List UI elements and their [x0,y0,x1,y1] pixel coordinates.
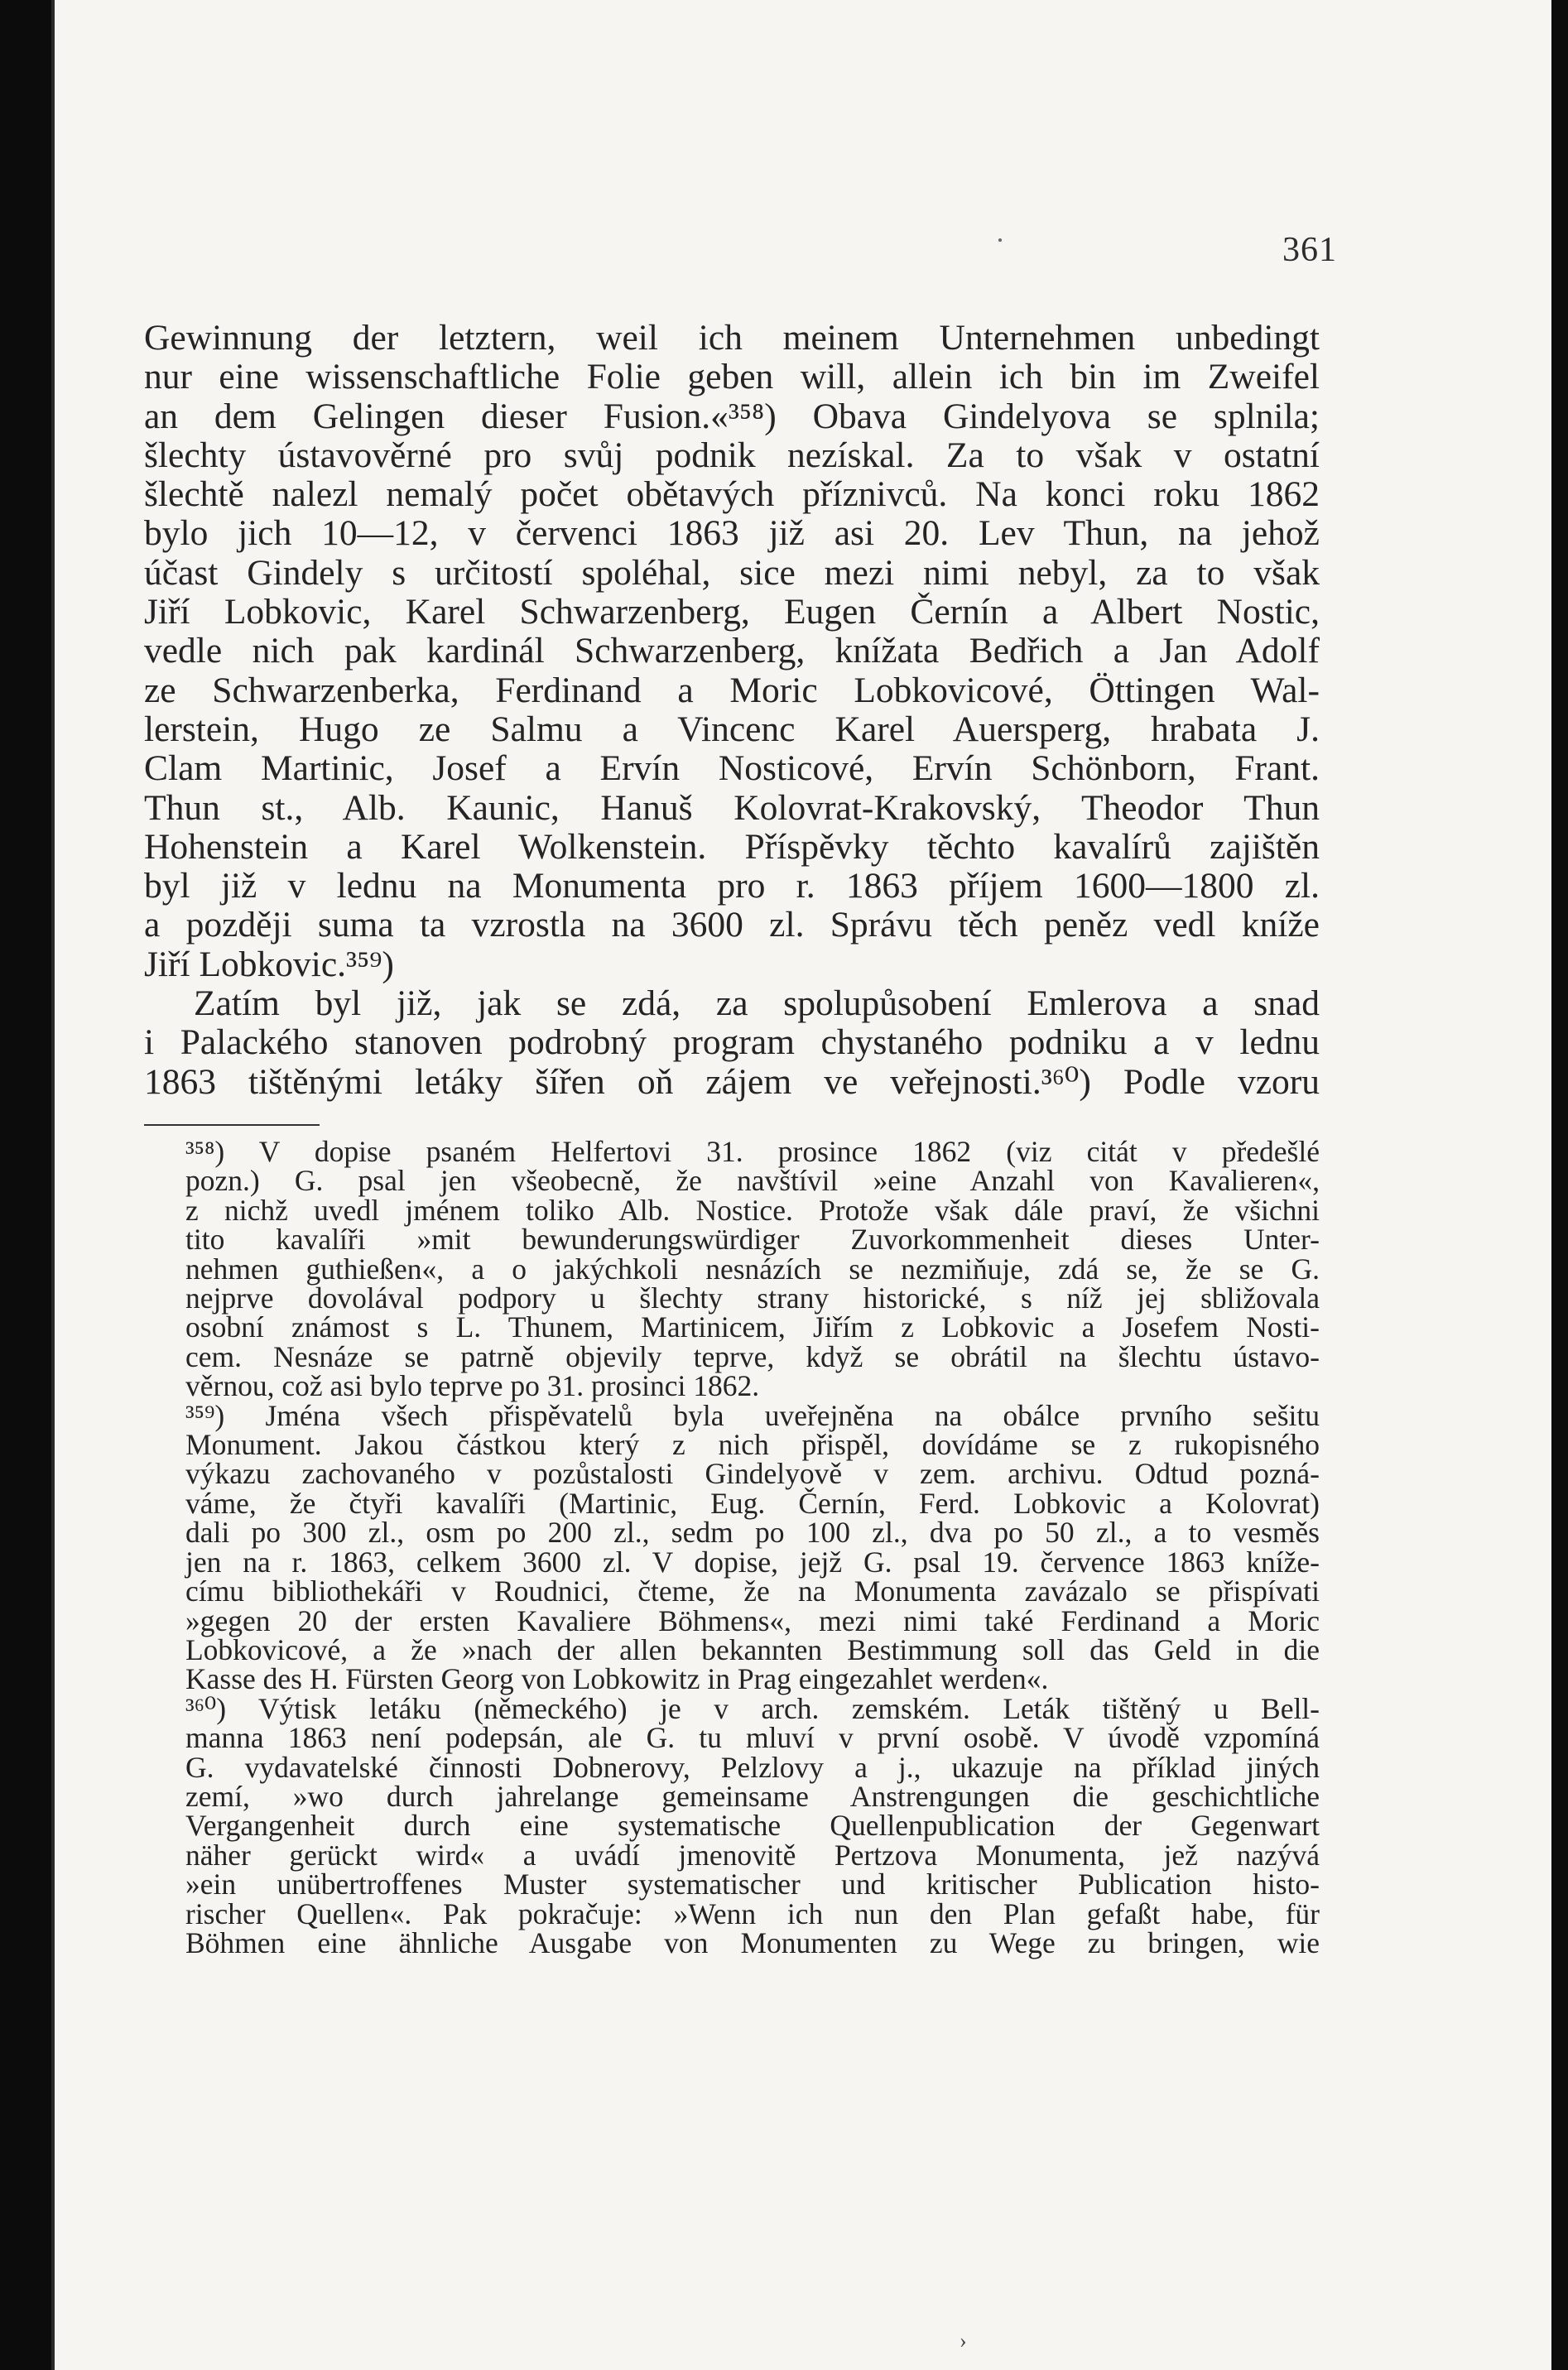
footnote-line: ³⁵⁸) V dopise psaném Helfertovi 31. prosince 1862 (viz citát v předešlé [185,1135,1320,1168]
footnote-line: tito kavalíři »mit bewunderungswürdiger Zuvorkommenheit dieses Unter- [185,1223,1320,1257]
footnote-358 [144,1137,1320,1401]
footnote-line: ³⁵⁹) Jména všech přispěvatelů byla uveřejněna na obálce prvního sešitu [185,1398,1320,1432]
text-line: Clam Martinic, Josef a Ervín Nosticové, Ervín Schönborn, Frant. [144,748,1320,789]
paragraph-1 [144,319,1320,984]
footnote-line: Vergangenheit durch eine systematische Quellenpublication der Gegenwart [185,1809,1320,1843]
footnotes [144,1137,1320,1958]
page-number: 361 [1282,231,1337,269]
footnote-line: G. vydavatelské činnosti Dobnerovy, Pelzlovy a j., ukazuje na příklad jiných [185,1750,1320,1784]
text-line: bylo jich 10—12, v červenci 1863 již asi 20. Lev Thun, na jehož [144,513,1320,554]
footnote-line: nejprve dovolával podpory u šlechty strany historické, s níž jej sbližovala [185,1281,1320,1315]
paragraph-2 [144,984,1320,1102]
text-line: nur eine wissenschaftliche Folie geben will, allein ich bin im Zweifel [144,357,1320,397]
footnote-line: výkazu zachovaného v pozůstalosti Gindelyově v zem. archivu. Odtud pozná- [185,1457,1320,1491]
footnote-line: jen na r. 1863, celkem 3600 zl. V dopise, jejž G. psal 19. července 1863 kníže- [185,1545,1320,1579]
text-line: účast Gindely s určitostí spoléhal, sice mezi nimi nebyl, za to však [144,552,1320,593]
text-line: Jiří Lobkovic.³⁵⁹) [144,944,394,984]
main-text [144,319,1320,1102]
footnote-line: cem. Nesnáze se patrně objevily teprve, když se obrátil na šlechtu ústavo- [185,1339,1320,1373]
text-line: Hohenstein a Karel Wolkenstein. Příspěvky těchto kavalírů zajištěn [144,826,1320,867]
page-speck [998,238,1002,242]
footnote-line: z nichž uvedl jménem toliko Alb. Nostice. Protože však dále praví, že všichni [185,1193,1320,1227]
footnote-line: rischer Quellen«. Pak pokračuje: »Wenn ich nun den Plan gefaßt habe, für [185,1896,1320,1930]
text-line: Gewinnung der letztern, weil ich meinem Unternehmen unbedingt [144,318,1320,358]
text-line: an dem Gelingen dieser Fusion.«³⁵⁸) Obava Gindelyova se splnila; [144,396,1320,436]
text-line: šlechty ústavověrné pro svůj podnik nezískal. Za to však v ostatní [144,435,1320,475]
text-line: i Palackého stanoven podrobný program chystaného podniku a v lednu [144,1022,1320,1063]
footnote-line: pozn.) G. psal jen všeobecně, že navštívil »eine Anzahl von Kavalieren«, [185,1164,1320,1198]
footnote-line: zemí, »wo durch jahrelange gemeinsame Anstrengungen die geschichtliche [185,1779,1320,1813]
footnote-line: Lobkovicové, a že »nach der allen bekannten Bestimmung soll das Geld in die [185,1632,1320,1666]
footnote-360 [144,1691,1320,1959]
text-line: 1863 tištěnými letáky šířen oň zájem ve veřejnosti.³⁶⁰) Podle vzoru [144,1061,1320,1102]
footnote-line: dali po 300 zl., osm po 200 zl., sedm po 100 zl., dva po 50 zl., a to vesměs [185,1516,1320,1550]
text-line: ze Schwarzenberka, Ferdinand a Moric Lobkovicové, Öttingen Wal- [144,670,1320,710]
footnote-separator [144,1124,320,1126]
text-line: Thun st., Alb. Kaunic, Hanuš Kolovrat-Krakovský, Theodor Thun [144,787,1320,828]
footnote-line: osobní známost s L. Thunem, Martinicem, Jiřím z Lobkovic a Josefem Nosti- [185,1310,1320,1344]
footnote-line: címu bibliothekáři v Roudnici, čteme, že na Monumenta zavázalo se přispívati [185,1574,1320,1608]
footnote-line: Kasse des H. Fürsten Georg von Lobkowitz in Prag eingezahlet werden«. [185,1662,1049,1696]
footnote-line: manna 1863 není podepsán, ale G. tu mluví v první osobě. V úvodě vzpomíná [185,1721,1320,1755]
footnote-line: »ein unübertroffenes Muster systematischer und kritischer Publication histo- [185,1868,1320,1901]
text-line: Jiří Lobkovic, Karel Schwarzenberg, Eugen Černín a Albert Nostic, [144,592,1320,632]
footnote-line: Monument. Jakou částkou který z nich přispěl, dovídáme se z rukopisného [185,1428,1320,1462]
book-page [51,0,1551,2370]
footnote-line: näher gerückt wird« a uvádí jmenovitě Pertzova Monumenta, jež nazývá [185,1838,1320,1872]
text-line: šlechtě nalezl nemalý počet obětavých příznivců. Na konci roku 1862 [144,474,1320,515]
text-line: Zatím byl již, jak se zdá, za spolupůsobení Emlerova a snad [194,983,1320,1024]
footnote-line: ³⁶⁰) Výtisk letáku (německého) je v arch. zemském. Leták tištěný u Bell- [185,1691,1320,1725]
text-line: lerstein, Hugo ze Salmu a Vincenc Karel Auersperg, hrabata J. [144,709,1320,749]
text-line: byl již v lednu na Monumenta pro r. 1863 příjem 1600—1800 zl. [144,866,1320,906]
footnote-line: věrnou, což asi bylo teprve po 31. prosinci 1862. [185,1369,760,1403]
text-line: a později suma ta vzrostla na 3600 zl. Správu těch peněz vedl kníže [144,905,1320,945]
text-line: vedle nich pak kardinál Schwarzenberg, knížata Bedřich a Jan Adolf [144,631,1320,671]
bottom-mark: › [960,2329,967,2353]
footnote-line: »gegen 20 der ersten Kavaliere Böhmens«, mezi nimi také Ferdinand a Moric [185,1603,1320,1637]
footnote-359 [144,1398,1320,1696]
footnote-line: Böhmen eine ähnliche Ausgabe von Monumenten zu Wege zu bringen, wie [185,1925,1320,1959]
footnote-line: váme, že čtyři kavalíři (Martinic, Eug. Černín, Ferd. Lobkovic a Kolovrat) [185,1486,1320,1520]
footnote-line: nehmen guthießen«, a o jakýchkoli nesnázích se nezmiňuje, zdá se, že se G. [185,1252,1320,1286]
